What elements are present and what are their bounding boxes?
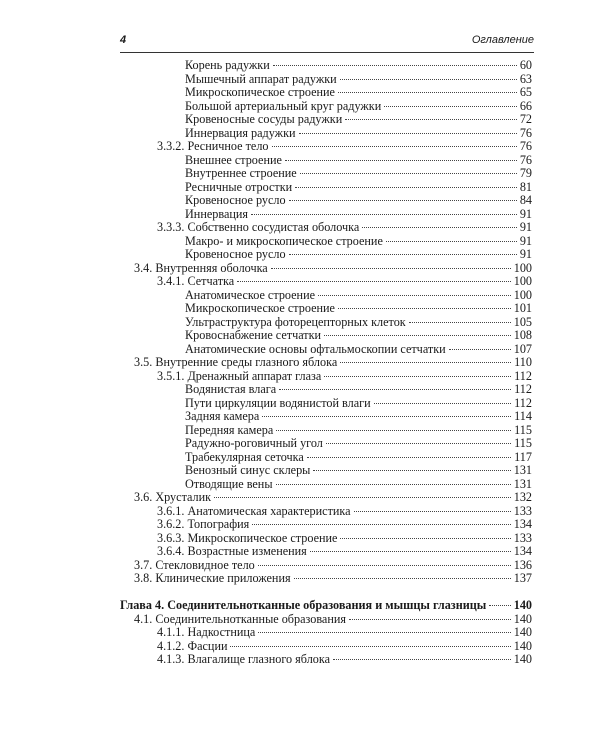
dot-leader <box>489 605 510 606</box>
toc-entry-page: 91 <box>519 247 532 261</box>
toc-entry-page: 76 <box>519 125 532 140</box>
dot-leader <box>289 200 517 201</box>
toc-entry-page: 140 <box>513 625 532 639</box>
dot-leader <box>349 619 511 620</box>
toc-entry-page: 134 <box>513 544 532 558</box>
dot-leader <box>294 578 511 579</box>
toc-entry <box>134 571 532 586</box>
toc-entry-label: Радужно-роговичный угол <box>185 436 323 450</box>
toc-entry-page: 91 <box>519 220 532 234</box>
toc-entry-label: 3.3.2. Ресничное тело <box>157 139 269 153</box>
toc-entry-page: 132 <box>513 490 532 504</box>
dot-leader <box>409 322 511 323</box>
toc-entry-label: Микроскопическое строение <box>185 85 335 99</box>
toc-entry-label: 3.8. Клинические приложения <box>134 571 291 585</box>
dot-leader <box>326 443 511 444</box>
toc-entry-label: 3.7. Стекловидное тело <box>134 557 255 572</box>
toc-entry-page: 140 <box>513 652 532 666</box>
toc-entry-label: Задняя камера <box>185 409 260 423</box>
toc-entry-page: 115 <box>514 422 532 437</box>
toc-entry-page: 140 <box>513 638 532 653</box>
toc-entry-label: Корень радужки <box>185 58 270 72</box>
dot-leader <box>279 389 511 390</box>
toc-entry-page: 63 <box>519 71 532 86</box>
toc-entry-label: 4.1. Соединительнотканные образования <box>134 611 346 626</box>
toc-entry-page: 100 <box>513 287 532 302</box>
toc-entry-label: Микроскопическое строение <box>185 301 335 315</box>
toc-entry-label: Пути циркуляции водянистой влаги <box>185 395 371 410</box>
toc-entry-page: 65 <box>519 85 532 99</box>
toc-entry-label: Внешнее строение <box>185 152 282 167</box>
dot-leader <box>307 457 511 458</box>
dot-leader <box>340 538 510 539</box>
toc-entry-page: 107 <box>513 341 532 356</box>
dot-leader <box>313 470 510 471</box>
dot-leader <box>237 281 511 282</box>
toc-entry-page: 60 <box>519 58 532 72</box>
toc-entry-label: Глава 4. Соединительнотканные образования и мышцы глазницы <box>120 598 487 612</box>
toc-entry-page: 131 <box>513 463 532 477</box>
toc-entry-label: Венозный синус склеры <box>185 463 311 477</box>
toc-entry-label: 3.6.4. Возрастные изменения <box>157 544 307 558</box>
dot-leader <box>338 308 511 309</box>
dot-leader <box>374 403 512 404</box>
dot-leader <box>318 295 511 296</box>
toc-entry-label: Внутреннее строение <box>185 166 297 180</box>
dot-leader <box>384 106 517 107</box>
toc-entry-page: 105 <box>513 314 532 329</box>
toc-entry-label: Иннервация радужки <box>185 125 296 140</box>
toc-entry-label: 3.6.3. Микроскопическое строение <box>157 530 338 545</box>
dot-leader <box>214 497 511 498</box>
toc-entry <box>157 652 532 667</box>
dot-leader <box>299 133 517 134</box>
toc-entry-page: 66 <box>519 98 532 113</box>
toc-entry-label: Анатомическое строение <box>185 287 316 302</box>
toc-entry-page: 112 <box>514 395 532 410</box>
toc-entry-page: 112 <box>514 368 532 383</box>
dot-leader <box>230 646 510 647</box>
dot-leader <box>333 659 511 660</box>
dot-leader <box>271 268 511 269</box>
toc-entry-page: 140 <box>513 598 532 612</box>
toc-entry-label: Большой артериальный круг радужки <box>185 98 382 113</box>
toc-entry-page: 79 <box>519 166 532 180</box>
dot-leader <box>449 349 511 350</box>
dot-leader <box>295 187 517 188</box>
running-title: Оглавление <box>471 34 534 46</box>
toc-entry-page: 133 <box>513 530 532 545</box>
toc-entry-label: Ресничные отростки <box>185 179 293 194</box>
toc-entry-page: 133 <box>513 503 532 518</box>
dot-leader <box>276 430 511 431</box>
toc-entry-label: 4.1.2. Фасции <box>157 638 228 653</box>
toc-entry-page: 131 <box>513 476 532 491</box>
toc-entry-label: Трабекулярная сеточка <box>185 449 304 464</box>
toc-entry-page: 136 <box>513 557 532 572</box>
toc-entry-page: 76 <box>519 152 532 167</box>
dot-leader <box>362 227 516 228</box>
toc-entry-page: 108 <box>513 328 532 342</box>
toc-entry-label: 3.4. Внутренняя оболочка <box>134 260 268 275</box>
toc-entry-page: 100 <box>513 274 532 288</box>
toc-entry-label: 3.6. Хрусталик <box>134 490 212 504</box>
dot-leader <box>258 632 510 633</box>
dot-leader <box>310 551 511 552</box>
dot-leader <box>285 160 517 161</box>
toc-entry-label: Передняя камера <box>185 422 274 437</box>
toc-entry-page: 91 <box>519 206 532 221</box>
toc-entry-page: 134 <box>513 517 532 531</box>
toc-entry-label: 3.6.2. Топография <box>157 517 250 531</box>
toc-entry-label: 3.6.1. Анатомическая характеристика <box>157 503 351 518</box>
toc-entry-label: 3.3.3. Собственно сосудистая оболочка <box>157 220 360 234</box>
dot-leader <box>251 214 517 215</box>
toc-entry-label: Кровеносное русло <box>185 193 286 207</box>
dot-leader <box>273 65 517 66</box>
toc-entry-label: Кровеносное русло <box>185 247 286 261</box>
toc-entry-page: 100 <box>513 260 532 275</box>
dot-leader <box>276 484 511 485</box>
toc-entry-label: Водянистая влага <box>185 382 277 396</box>
dot-leader <box>324 376 511 377</box>
toc-entry-label: 3.4.1. Сетчатка <box>157 274 235 288</box>
dot-leader <box>272 146 517 147</box>
toc-entry-page: 81 <box>519 179 532 194</box>
toc-entry-label: Кровеносные сосуды радужки <box>185 112 343 126</box>
toc-entry-page: 114 <box>514 409 532 423</box>
toc-entry-page: 91 <box>519 233 532 248</box>
dot-leader <box>354 511 511 512</box>
toc-entry-page: 137 <box>513 571 532 585</box>
toc-entry-label: 3.5. Внутренние среды глазного яблока <box>134 355 338 369</box>
toc-entry-page: 112 <box>514 382 532 396</box>
toc-entry-label: 4.1.1. Надкостница <box>157 625 256 639</box>
dot-leader <box>340 79 517 80</box>
running-header <box>120 34 534 50</box>
toc-entry-label: Отводящие вены <box>185 476 273 491</box>
toc-entry-page: 115 <box>514 436 532 450</box>
toc-entry-page: 76 <box>519 139 532 153</box>
toc-entry-label: 4.1.3. Влагалище глазного яблока <box>157 652 331 666</box>
toc-entry-page: 110 <box>514 355 532 369</box>
toc-entry-label: Макро- и микроскопическое строение <box>185 233 383 248</box>
dot-leader <box>324 335 511 336</box>
toc-entry-label: Иннервация <box>185 206 249 221</box>
toc-entry-label: Мышечный аппарат радужки <box>185 71 337 86</box>
dot-leader <box>258 565 511 566</box>
toc-entry-page: 117 <box>514 449 532 464</box>
dot-leader <box>289 254 517 255</box>
toc-entry-page: 101 <box>513 301 532 315</box>
dot-leader <box>345 119 517 120</box>
toc-entry-label: 3.5.1. Дренажный аппарат глаза <box>157 368 322 383</box>
header-rule <box>120 52 534 53</box>
toc-entry-label: Анатомические основы офтальмоскопии сетчатки <box>185 341 446 356</box>
dot-leader <box>300 173 517 174</box>
toc-entry-page: 84 <box>519 193 532 207</box>
toc-entry-label: Кровоснабжение сетчатки <box>185 328 322 342</box>
dot-leader <box>252 524 510 525</box>
toc-entry-page: 140 <box>513 611 532 626</box>
dot-leader <box>340 362 511 363</box>
dot-leader <box>386 241 517 242</box>
dot-leader <box>262 416 511 417</box>
toc-entry-page: 72 <box>519 112 532 126</box>
toc-entry-label: Ультраструктура фоторецепторных клеток <box>185 314 406 329</box>
dot-leader <box>338 92 517 93</box>
page-number: 4 <box>120 34 127 46</box>
